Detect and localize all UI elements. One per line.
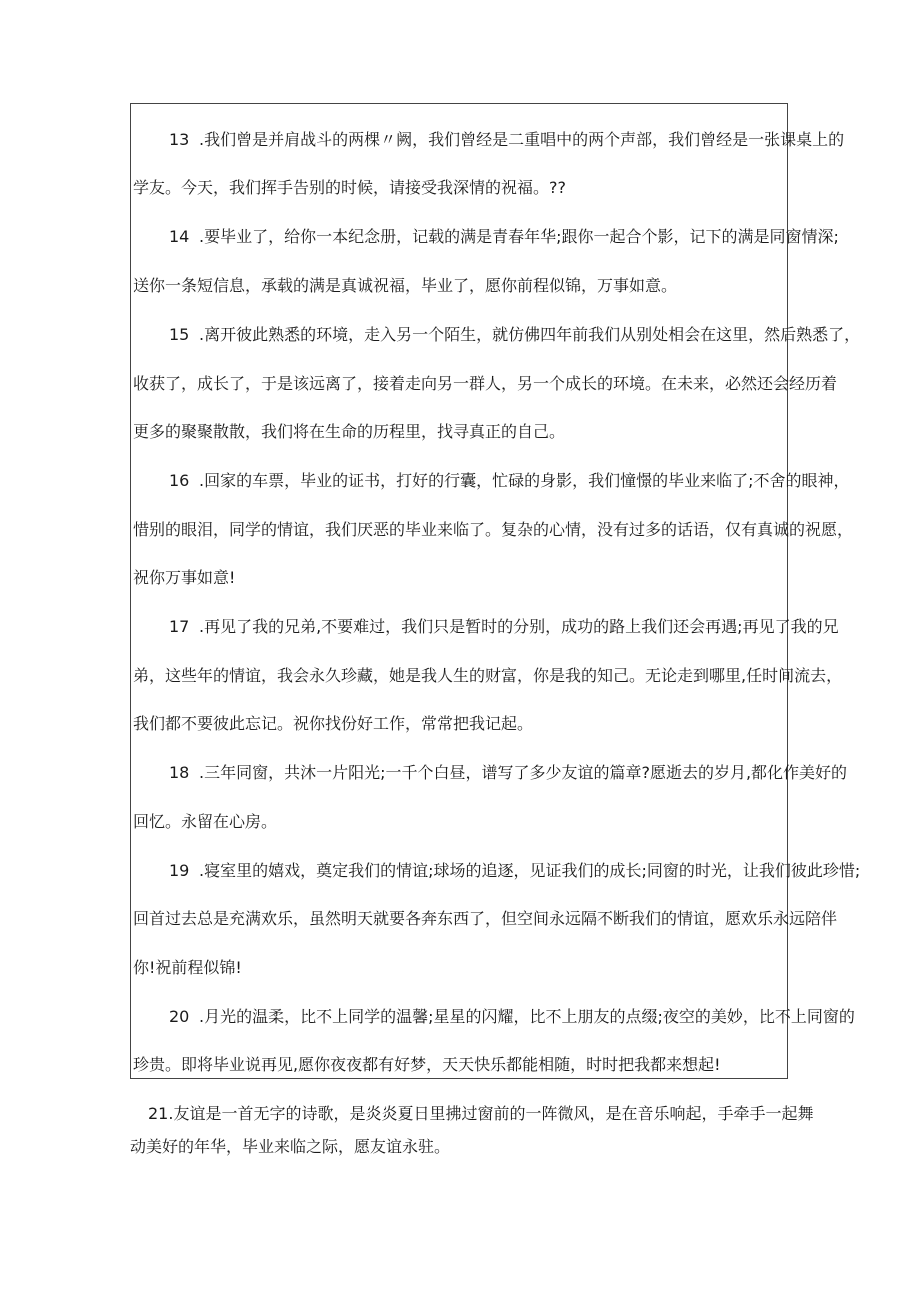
wish-line: 珍贵。即将毕业说再见,愿你夜夜都有好梦，天天快乐都能相随，时时把我都来想起! bbox=[133, 1055, 721, 1074]
wish-line: 21.友谊是一首无字的诗歌，是炎炎夏日里拂过窗前的一阵微风，是在音乐响起，手牵手一起舞 bbox=[148, 1104, 814, 1123]
wish-line: 更多的聚聚散散，我们将在生命的历程里，找寻真正的自己。 bbox=[133, 422, 566, 441]
wishes-table bbox=[130, 103, 861, 1079]
wish-line: 18 .三年同窗，共沐一片阳光;一千个白昼，谱写了多少友谊的篇章?愿逝去的岁月,都化作美好的 bbox=[169, 763, 848, 782]
item-number: 13 bbox=[169, 130, 190, 149]
wish-line: 我们都不要彼此忘记。祝你找份好工作，常常把我记起。 bbox=[133, 714, 534, 733]
wish-line: 动美好的年华，毕业来临之际，愿友谊永驻。 bbox=[130, 1137, 451, 1156]
wish-line: 20 .月光的温柔，比不上同学的温馨;星星的闪耀，比不上朋友的点缀;夜空的美妙，比不上同窗的 bbox=[169, 1007, 855, 1026]
wish-line: 19 .寝室里的嬉戏，奠定我们的情谊;球场的追逐，见证我们的成长;同窗的时光，让我们彼此珍惜; bbox=[169, 861, 861, 880]
wish-line: 你!祝前程似锦! bbox=[133, 958, 242, 977]
wish-line: 15 .离开彼此熟悉的环境，走入另一个陌生，就仿佛四年前我们从别处相会在这里，然后熟悉了， bbox=[169, 325, 861, 344]
wish-line: 送你一条短信息，承载的满是真诚祝福，毕业了，愿你前程似锦，万事如意。 bbox=[133, 276, 678, 295]
item-number: 20 bbox=[169, 1007, 190, 1026]
wish-line: 收获了，成长了，于是该远离了，接着走向另一群人，另一个成长的环境。在未来，必然还会经历着 bbox=[133, 374, 838, 393]
wish-line: 回首过去总是充满欢乐，虽然明天就要各奔东西了，但空间永远隔不断我们的情谊，愿欢乐永远陪伴 bbox=[133, 909, 838, 928]
wish-line: 17 .再见了我的兄弟,不要难过，我们只是暂时的分别，成功的路上我们还会再遇;再见了我的兄 bbox=[169, 617, 839, 636]
wish-line: 16 .回家的车票，毕业的证书，打好的行囊，忙碌的身影，我们憧憬的毕业来临了;不舍的眼神， bbox=[169, 471, 850, 490]
wish-line: 学友。今天，我们挥手告别的时候，请接受我深情的祝福。?? bbox=[133, 178, 566, 197]
wish-line: 惜别的眼泪，同学的情谊，我们厌恶的毕业来临了。复杂的心情，没有过多的话语，仅有真诚的祝愿， bbox=[133, 520, 854, 539]
wish-line: 13 .我们曾是并肩战斗的两棵〃阙，我们曾经是二重唱中的两个声部，我们曾经是一张课桌上的 bbox=[169, 130, 845, 149]
wish-line: 弟，这些年的情谊，我会永久珍藏，她是我人生的财富，你是我的知己。无论走到哪里,任时间流去， bbox=[133, 666, 843, 685]
item-number: 14 bbox=[169, 227, 190, 246]
item-number: 17 bbox=[169, 617, 190, 636]
item-number: 19 bbox=[169, 861, 190, 880]
item-number: 16 bbox=[169, 471, 190, 490]
item-number: 18 bbox=[169, 763, 190, 782]
wish-line: 14 .要毕业了，给你一本纪念册，记载的满是青春年华;跟你一起合个影，记下的满是同窗情深; bbox=[169, 227, 839, 246]
item-number: 15 bbox=[169, 325, 190, 344]
wish-line: 祝你万事如意! bbox=[133, 568, 236, 587]
wish-line: 回忆。永留在心房。 bbox=[133, 812, 278, 831]
